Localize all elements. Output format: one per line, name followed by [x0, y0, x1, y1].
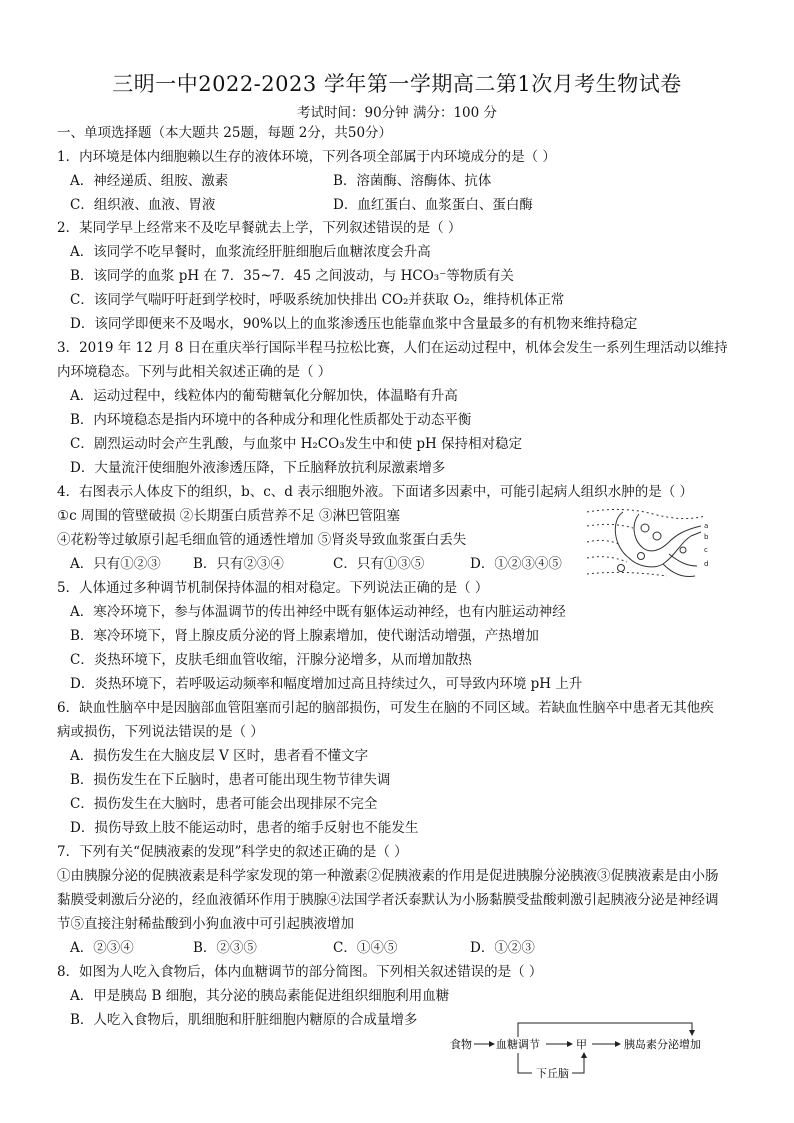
figure-label-a: a [704, 522, 709, 530]
q7-option-b: B．②③⑤ [193, 940, 257, 956]
q6-stem-line2: 病或损伤，下列说法错误的是（ ） [57, 724, 264, 740]
q3-option-c: C．剧烈运动时会产生乳酸，与血浆中 H₂CO₃发生中和使 pH 保持相对稳定 [70, 436, 523, 452]
q5-option-d: D．炎热环境下，若呼吸运动频率和幅度增加过高且持续过久，可导致内环境 pH 上升 [70, 676, 583, 692]
q6-option-d: D．损伤导致上肢不能运动时，患者的缩手反射也不能发生 [70, 820, 419, 836]
q1-option-c: C．组织液、血液、胃液 [70, 197, 216, 213]
q6-stem-line1: 6．缺血性脑卒中是因脑部血管阻塞而引起的脑部损伤，可发生在脑的不同区域。若缺血性脑卒中患者无其他疾 [57, 700, 714, 716]
q3-stem-line2: 内环境稳态。下列与此相关叙述正确的是（ ） [57, 364, 332, 380]
exam-title: 三明一中2022-2023 学年第一学期高二第1次月考生物试卷 [112, 72, 682, 96]
q3-option-b: B．内环境稳态是指内环境中的各种成分和理化性质都处于动态平衡 [70, 412, 472, 428]
q4-option-a: A．只有①②③ [70, 556, 161, 572]
flow-bottom-right [572, 1053, 584, 1073]
q8-option-a: A．甲是胰岛 B 细胞，其分泌的胰岛素能促进组织细胞利用血糖 [70, 988, 450, 1004]
q2-option-a: A．该同学不吃早餐时，血浆流经肝脏细胞后血糖浓度会升高 [70, 244, 431, 260]
q7-option-a: A．②③④ [70, 940, 134, 956]
q4-option-c: C．只有①③⑤ [333, 556, 425, 572]
q4-option-b: B．只有②③④ [193, 556, 284, 572]
figure-label-d: d [704, 560, 709, 568]
q8-stem: 8．如图为人吃入食物后，体内血糖调节的部分简图。下列相关叙述错误的是（ ） [57, 964, 543, 980]
q4-factors-line1: ①c 周围的管壁破损 ②长期蛋白质营养不足 ③淋巴管阻塞 [57, 508, 401, 524]
q1-stem: 1．内环境是体内细胞赖以生存的液体环境，下列各项全部属于内环境成分的是（ ） [57, 149, 556, 165]
q1-option-a: A．神经递质、组胺、激素 [70, 173, 229, 189]
q1-option-b: B．溶菌酶、溶酶体、抗体 [333, 173, 492, 189]
q7-option-d: D．①②③ [470, 940, 535, 956]
q5-option-b: B．寒冷环境下，肾上腺皮质分泌的肾上腺素增加，使代谢活动增强，产热增加 [70, 628, 539, 644]
q2-option-c: C．该同学气喘吁吁赶到学校时，呼吸系统加快排出 CO₂并获取 O₂，维持机体正常 [70, 292, 565, 308]
flow-bottom-left [518, 1053, 532, 1073]
q6-option-a: A．损伤发生在大脑皮层 V 区时，患者看不懂文字 [70, 748, 369, 764]
q7-statements-line3: 节⑤直接注射稀盐酸到小狗血液中可引起胰液增加 [57, 916, 354, 932]
q7-statements-line1: ①由胰腺分泌的促胰液素是科学家发现的第一种激素②促胰液素的作用是促进胰腺分泌胰液③促胰液素是由小肠 [57, 868, 719, 884]
flow-jia: 甲 [576, 1038, 587, 1051]
flow-top-bracket [518, 1023, 692, 1037]
q3-option-a: A．运动过程中，线粒体内的葡萄糖氧化分解加快，体温略有升高 [70, 388, 458, 404]
q3-stem-line1: 3．2019 年 12 月 8 日在重庆举行国际半程马拉松比赛，人们在运动过程中，机体会发生一系列生理活动以维持 [57, 340, 728, 356]
section-heading: 一、单项选择题（本大题共 25题，每题 2分，共50分） [57, 125, 393, 141]
q7-statements-line2: 黏膜受刺激后分泌的，经血液循环作用于胰腺④法国学者沃泰默认为小肠黏膜受盐酸刺激引起胰液分泌是神经调 [57, 892, 719, 908]
q5-option-a: A．寒冷环境下，参与体温调节的传出神经中既有躯体运动神经，也有内脏运动神经 [70, 604, 566, 620]
q7-stem: 7．下列有关“促胰液素的发现”科学史的叙述正确的是（ ） [57, 844, 408, 860]
q4-factors-line2: ④花粉等过敏原引起毛细血管的通透性增加 ⑤肾炎导致血浆蛋白丢失 [57, 532, 467, 548]
q3-option-d: D．大量流汗使细胞外液渗透压降，下丘脑释放抗利尿激素增多 [70, 460, 446, 476]
blood-sugar-flow-diagram [446, 1017, 716, 1089]
q5-stem: 5．人体通过多种调节机制保持体温的相对稳定。下列说法正确的是（ ） [57, 580, 489, 596]
figure-label-c: c [704, 546, 708, 554]
q8-option-b: B．人吃入食物后，肌细胞和肝脏细胞内糖原的合成量增多 [70, 1012, 418, 1028]
exam-time-and-score: 考试时间：90分钟 满分：100 分 [296, 105, 498, 121]
q4-option-d: D．①②③④⑤ [470, 556, 562, 572]
figure-label-b: b [704, 533, 709, 541]
q5-option-c: C．炎热环境下，皮肤毛细血管收缩，汗腺分泌增多，从而增加散热 [70, 652, 472, 668]
tissue-diagram [583, 506, 711, 582]
q7-option-c: C．①④⑤ [333, 940, 398, 956]
q2-option-d: D．该同学即便来不及喝水，90%以上的血浆渗透压也能靠血浆中含量最多的有机物来维持稳定 [70, 316, 638, 332]
q2-stem: 2．某同学早上经常来不及吃早餐就去上学，下列叙述错误的是（ ） [57, 220, 462, 236]
q4-stem: 4．右图表示人体皮下的组织，b、c、d 表示细胞外液。下面诸多因素中，可能引起病人组织水肿的是（ ） [57, 484, 694, 500]
flow-food: 食物 [450, 1038, 472, 1051]
flow-hypothalamus: 下丘脑 [536, 1067, 569, 1080]
q2-option-b: B．该同学的血浆 pH 在 7．35~7．45 之间波动，与 HCO₃⁻等物质有关 [70, 268, 514, 284]
q6-option-b: B．损伤发生在下丘脑时，患者可能出现生物节律失调 [70, 772, 391, 788]
flow-regulation: 血糖调节 [496, 1038, 540, 1051]
flow-result: 胰岛素分泌增加 [624, 1038, 701, 1051]
q6-option-c: C．损伤发生在大脑时，患者可能会出现排尿不完全 [70, 796, 378, 812]
q1-option-d: D．血红蛋白、血浆蛋白、蛋白酶 [333, 197, 533, 213]
